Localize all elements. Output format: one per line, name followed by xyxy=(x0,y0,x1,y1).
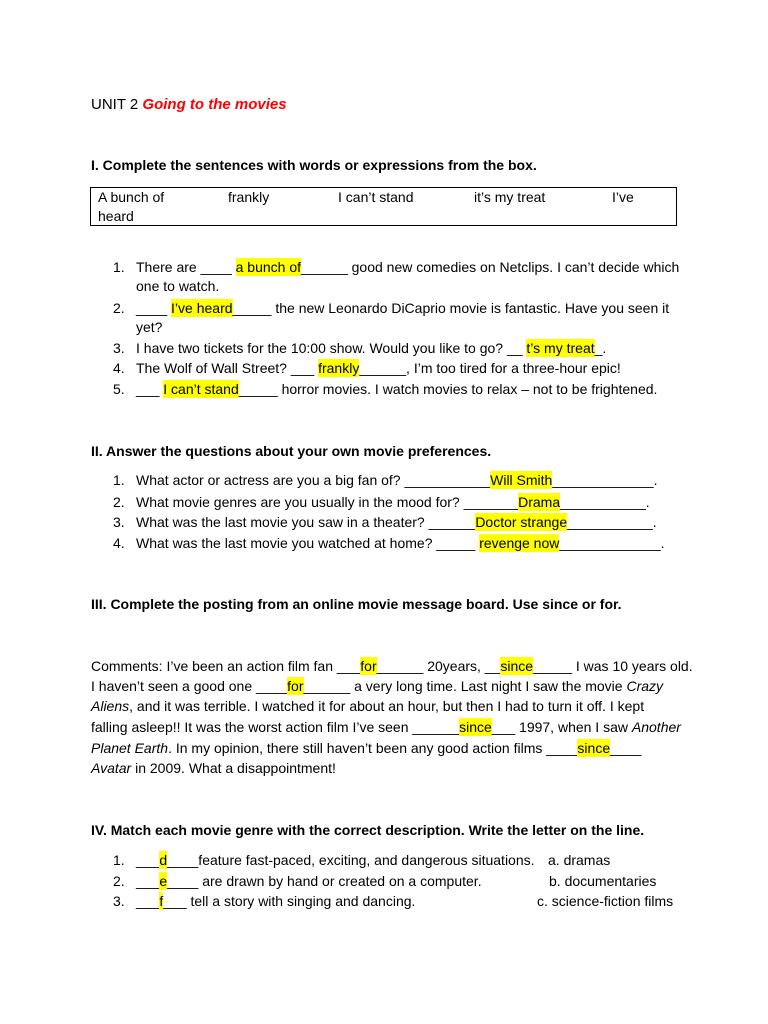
item-text: ____feature fast-paced, exciting, and dangerous situations. xyxy=(167,852,535,868)
question-item xyxy=(113,492,650,512)
post-line xyxy=(91,758,336,778)
movie-title: Avatar xyxy=(91,760,132,776)
answer-highlight: for xyxy=(287,678,304,694)
post-line xyxy=(91,696,644,716)
post-text: ____ xyxy=(610,740,642,756)
word-box-item: it’s my treat xyxy=(474,189,546,205)
item-number: 3. xyxy=(113,514,125,530)
post-text: ______ a very long time. Last night I saw the movie xyxy=(303,678,627,694)
post-text: . In my opinion, there still haven’t been any good action films ____ xyxy=(168,740,578,756)
answer-highlight: since xyxy=(500,658,534,674)
matching-item xyxy=(113,850,611,870)
answer-highlight: Will Smith xyxy=(490,472,553,488)
exercise-item xyxy=(113,257,679,277)
answer-highlight: for xyxy=(360,658,377,674)
movie-title: Another xyxy=(631,719,681,735)
question-item xyxy=(113,470,657,490)
post-line xyxy=(91,676,663,696)
item-number: 2. xyxy=(113,300,125,316)
question-text: What was the last movie you saw in a theater? ______ xyxy=(136,514,476,530)
post-text: , and it was terrible. I watched it for about an hour, but then I had to turn it off. I kept xyxy=(129,698,645,714)
answer-highlight: since xyxy=(459,719,492,735)
movie-title: Aliens xyxy=(91,698,130,714)
item-text: ___ tell a story with singing and dancing. xyxy=(163,893,416,909)
section-1-heading: I. Complete the sentences with words or expressions from the box. xyxy=(91,157,537,173)
item-number: 2. xyxy=(113,873,125,889)
item-number: 2. xyxy=(113,494,125,510)
unit-label: UNIT 2 xyxy=(91,96,139,113)
item-text: _____ horror movies. I watch movies to relax – not to be frightened. xyxy=(238,381,658,397)
exercise-item xyxy=(113,298,669,318)
item-continuation: yet? xyxy=(136,319,163,335)
question-text: What was the last movie you watched at home? _____ xyxy=(136,535,480,551)
item-text: ______ good new comedies on Netclips. I can’t decide which xyxy=(301,259,680,275)
post-text: _____ I was 10 years old. xyxy=(533,658,693,674)
item-text: ___ xyxy=(136,893,160,909)
question-item xyxy=(113,533,664,553)
item-number: 3. xyxy=(113,893,125,909)
answer-highlight: frankly xyxy=(318,360,360,376)
answer-highlight: a bunch of xyxy=(235,259,302,275)
item-number: 1. xyxy=(113,259,125,275)
post-text: ___ 1997, when I saw xyxy=(491,719,632,735)
item-continuation: one to watch. xyxy=(136,278,220,294)
section-2-heading: II. Answer the questions about your own movie preferences. xyxy=(91,443,492,459)
answer-highlight: d xyxy=(159,852,168,868)
post-line xyxy=(91,656,693,676)
post-text: Comments: I’ve been an action film fan ___ xyxy=(91,658,361,674)
word-box-item: heard xyxy=(98,208,134,224)
answer-highlight: f xyxy=(159,893,164,909)
item-number: 5. xyxy=(113,381,125,397)
section-4-heading: IV. Match each movie genre with the correct description. Write the letter on the line. xyxy=(91,822,645,838)
item-text: ___________. xyxy=(560,494,650,510)
item-text: _. xyxy=(594,340,607,356)
word-box-item: A bunch of xyxy=(98,189,165,205)
word-box xyxy=(90,187,677,226)
item-number: 4. xyxy=(113,535,125,551)
item-text: I have two tickets for the 10:00 show. Would you like to go? __ xyxy=(136,340,527,356)
unit-topic: Going to the movies xyxy=(142,96,287,113)
item-number: 1. xyxy=(113,852,125,868)
answer-highlight: I’ve heard xyxy=(171,300,233,316)
question-item xyxy=(113,512,657,532)
item-text: _____________. xyxy=(552,472,658,488)
post-line xyxy=(91,717,681,737)
answer-highlight: Drama xyxy=(518,494,561,510)
item-number: 3. xyxy=(113,340,125,356)
answer-highlight: I can’t stand xyxy=(163,381,239,397)
item-text: ______, I’m too tired for a three-hour epic! xyxy=(359,360,621,376)
item-text: ___ xyxy=(136,852,160,868)
post-text: falling asleep!! It was the worst action film I’ve seen ______ xyxy=(91,719,460,735)
item-text: _____________. xyxy=(559,535,665,551)
movie-title: Crazy xyxy=(626,678,664,694)
item-number: 4. xyxy=(113,360,125,376)
item-text: ___________. xyxy=(567,514,657,530)
answer-highlight: since xyxy=(577,740,611,756)
item-text: ___ xyxy=(136,381,164,397)
answer-highlight: Doctor strange xyxy=(475,514,568,530)
word-box-item: I’ve xyxy=(612,189,634,205)
post-text: ______ 20years, __ xyxy=(376,658,501,674)
answer-highlight: e xyxy=(159,873,168,889)
genre-option: b. documentaries xyxy=(549,873,657,889)
genre-option: c. science-fiction films xyxy=(537,893,674,909)
post-text: I haven’t seen a good one ____ xyxy=(91,678,288,694)
item-text: ___ xyxy=(136,873,160,889)
word-box-item: I can’t stand xyxy=(338,189,414,205)
item-text: ____ are drawn by hand or created on a computer. xyxy=(167,873,482,889)
item-text: _____ the new Leonardo DiCaprio movie is fantastic. Have you seen it xyxy=(232,300,670,316)
answer-highlight: t’s my treat xyxy=(526,340,595,356)
item-text: ____ xyxy=(136,300,172,316)
exercise-item xyxy=(113,358,621,378)
question-text: What actor or actress are you a big fan of? ___________ xyxy=(136,472,491,488)
exercise-item xyxy=(113,379,657,399)
genre-option: a. dramas xyxy=(548,852,611,868)
unit-title xyxy=(91,95,287,115)
word-box-item: frankly xyxy=(228,189,270,205)
matching-item xyxy=(113,891,674,911)
item-text: The Wolf of Wall Street? ___ xyxy=(136,360,319,376)
post-text: in 2009. What a disappointment! xyxy=(131,760,336,776)
section-3-heading: III. Complete the posting from an online movie message board. Use since or for. xyxy=(91,596,622,612)
item-number: 1. xyxy=(113,472,125,488)
question-text: What movie genres are you usually in the mood for? _______ xyxy=(136,494,519,510)
matching-item xyxy=(113,871,657,891)
movie-title: Planet Earth xyxy=(91,740,169,756)
exercise-item xyxy=(113,338,606,358)
answer-highlight: revenge now xyxy=(479,535,560,551)
post-line xyxy=(91,738,641,758)
item-text: There are ____ xyxy=(136,259,236,275)
